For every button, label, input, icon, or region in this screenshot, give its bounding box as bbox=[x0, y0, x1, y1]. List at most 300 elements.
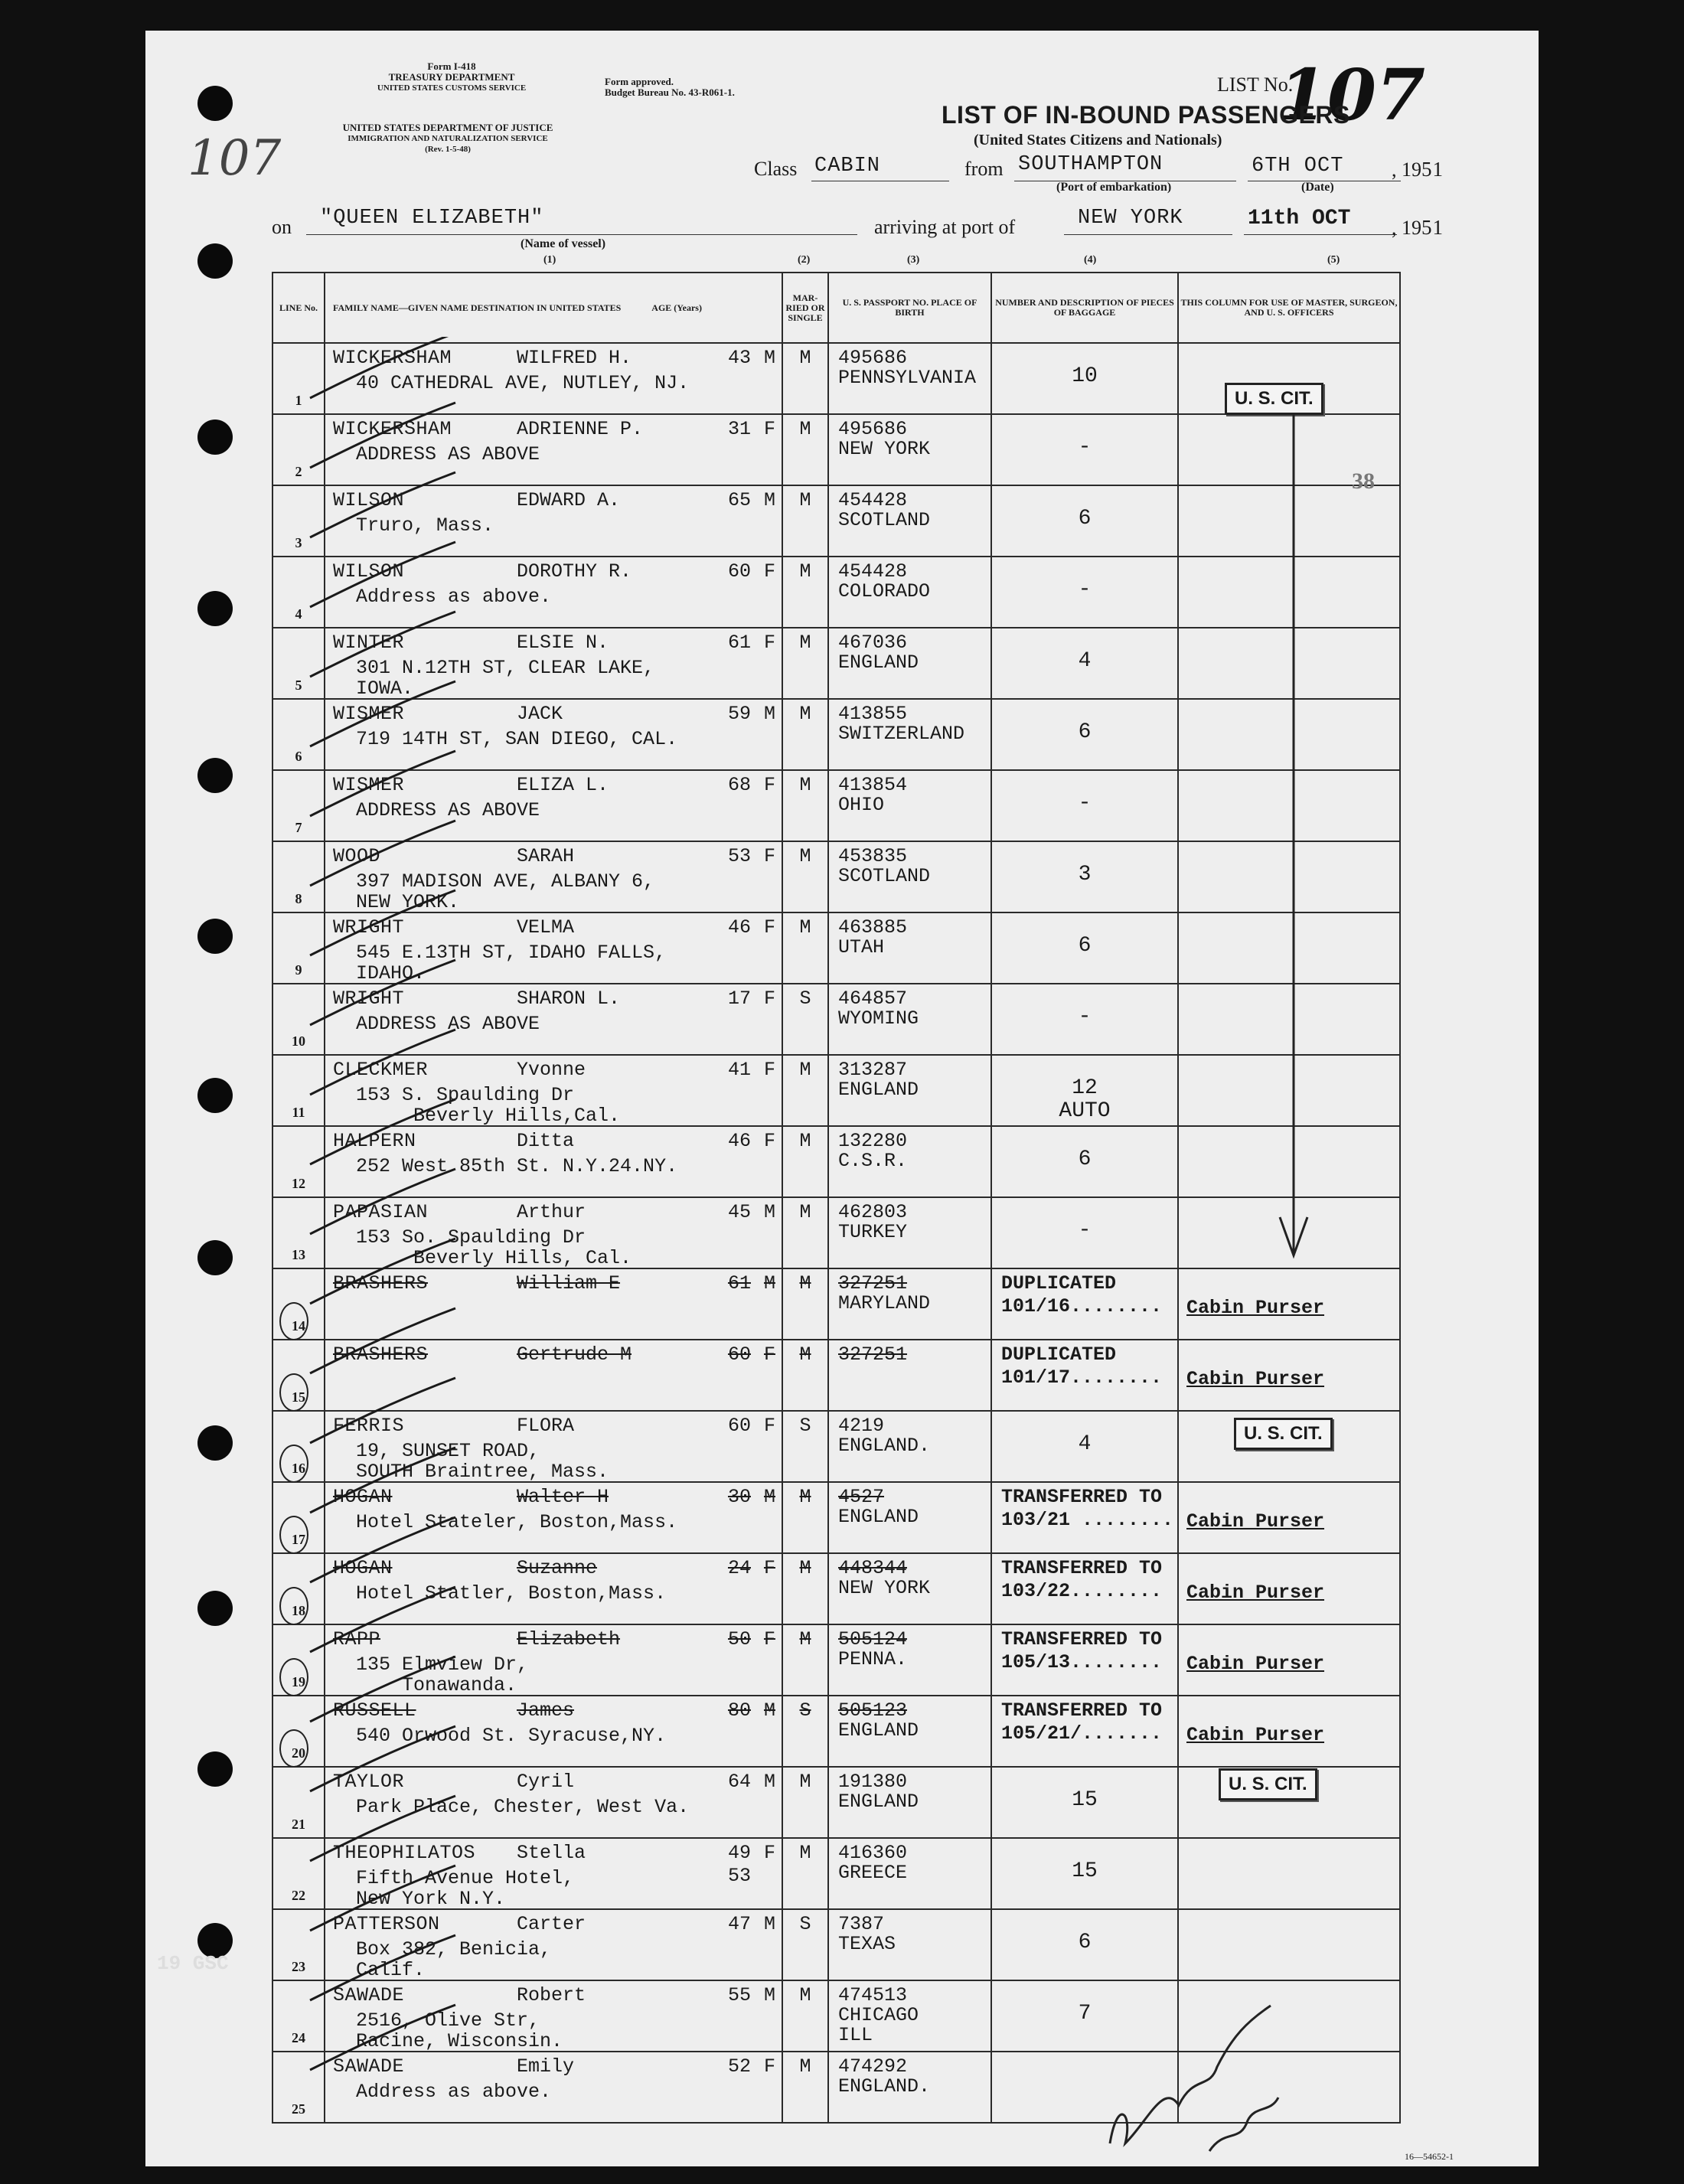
sex: F bbox=[763, 632, 775, 654]
family-name: RAPP bbox=[333, 1628, 381, 1650]
married-cell bbox=[782, 1553, 828, 1624]
destination-address: 397 MADISON AVE, ALBANY 6, NEW YORK. bbox=[356, 870, 655, 913]
passport-number: 327251 bbox=[838, 1343, 908, 1366]
passport-number: 463885 bbox=[838, 916, 908, 939]
age: 80 bbox=[727, 1699, 751, 1722]
punch-hole bbox=[197, 758, 233, 793]
given-name: Cyril bbox=[517, 1771, 575, 1793]
place-of-birth: PENNSYLVANIA bbox=[838, 367, 977, 389]
family-name: BRASHERS bbox=[333, 1343, 429, 1366]
place-of-birth: C.S.R. bbox=[838, 1150, 908, 1172]
baggage-cell bbox=[991, 1838, 1178, 1909]
family-name: HALPERN bbox=[333, 1130, 416, 1152]
age: 45 bbox=[727, 1201, 751, 1223]
form-approved-block bbox=[605, 77, 819, 98]
baggage-count: 4 bbox=[1078, 1432, 1092, 1456]
married-cell bbox=[782, 984, 828, 1055]
passport-cell bbox=[828, 1340, 991, 1411]
age: 49 53 bbox=[727, 1842, 751, 1887]
embark-date: 6TH OCT bbox=[1252, 155, 1344, 178]
passport-cell bbox=[828, 1838, 991, 1909]
family-name: WINTER bbox=[333, 632, 405, 654]
dept-justice: UNITED STATES DEPARTMENT OF JUSTICE bbox=[342, 122, 553, 133]
baggage-cell bbox=[991, 1411, 1178, 1482]
arrival-port: NEW YORK bbox=[1078, 207, 1183, 230]
place-of-birth: SWITZERLAND bbox=[838, 723, 965, 745]
marital-status: M bbox=[799, 1984, 811, 2006]
transfer-note: TRANSFERRED TO 103/22........ bbox=[1001, 1557, 1163, 1602]
form-number: Form I-418 bbox=[427, 60, 476, 72]
age: 47 bbox=[727, 1913, 751, 1935]
th-officers: THIS COLUMN FOR USE OF MASTER, SURGEON, AND U. S. OFFICERS bbox=[1178, 273, 1400, 343]
baggage-cell bbox=[991, 485, 1178, 557]
family-name: HOGAN bbox=[333, 1557, 393, 1579]
baggage-cell bbox=[991, 912, 1178, 984]
check-mark bbox=[310, 542, 455, 607]
baggage-cell bbox=[991, 1696, 1178, 1767]
check-mark bbox=[310, 1030, 455, 1095]
passport-cell bbox=[828, 414, 991, 485]
sex: F bbox=[763, 1842, 775, 1864]
sex: M bbox=[763, 347, 775, 369]
marital-status: M bbox=[799, 2055, 811, 2078]
purser-signature: Cabin Purser bbox=[1186, 1724, 1325, 1746]
given-name: SHARON L. bbox=[517, 988, 621, 1010]
passport-cell bbox=[828, 1553, 991, 1624]
footer-code: 16—54652-1 bbox=[1405, 2151, 1454, 2162]
th-passport: U. S. PASSPORT NO. PLACE OF BIRTH bbox=[828, 273, 991, 343]
mark-38: 38 bbox=[1352, 468, 1375, 494]
married-cell bbox=[782, 343, 828, 414]
sex: F bbox=[763, 988, 775, 1010]
line-number: 2 bbox=[295, 464, 302, 479]
from-label: from bbox=[964, 158, 1004, 180]
family-name: PATTERSON bbox=[333, 1913, 440, 1935]
marital-status: M bbox=[799, 1557, 811, 1579]
age: 43 bbox=[727, 347, 751, 369]
list-no-label: LIST No. bbox=[1217, 73, 1294, 96]
baggage-cell bbox=[991, 770, 1178, 841]
family-name: WILSON bbox=[333, 489, 405, 511]
passport-cell bbox=[828, 1624, 991, 1696]
age: 55 bbox=[727, 1984, 751, 2006]
passport-number: 505124 bbox=[838, 1628, 908, 1650]
passport-number: 454428 bbox=[838, 489, 908, 511]
check-mark bbox=[310, 337, 455, 398]
passport-cell bbox=[828, 485, 991, 557]
age: 24 bbox=[727, 1557, 751, 1579]
passport-number: 474513 bbox=[838, 1984, 908, 2006]
officers-cell bbox=[1178, 1553, 1400, 1624]
us-cit-stamp: U. S. CIT. bbox=[1225, 383, 1323, 415]
check-mark bbox=[310, 1935, 455, 2000]
destination-address: 540 Orwood St. Syracuse,NY. bbox=[356, 1725, 667, 1747]
baggage-cell bbox=[991, 1482, 1178, 1553]
place-of-birth: UTAH bbox=[838, 936, 885, 958]
passport-cell bbox=[828, 1055, 991, 1126]
line-number: 4 bbox=[295, 606, 302, 622]
married-cell bbox=[782, 1055, 828, 1126]
baggage-cell bbox=[991, 628, 1178, 699]
married-cell bbox=[782, 1268, 828, 1340]
passport-number: 413854 bbox=[838, 774, 908, 796]
destination-address: 19, SUNSET ROAD, SOUTH Braintree, Mass. bbox=[356, 1440, 609, 1483]
destination-address: 153 So. Spaulding Dr Beverly Hills, Cal. bbox=[356, 1226, 632, 1269]
age: 61 bbox=[727, 1272, 751, 1294]
purser-signature: Cabin Purser bbox=[1186, 1368, 1325, 1390]
check-mark bbox=[310, 1099, 455, 1164]
passport-cell bbox=[828, 557, 991, 628]
destination-address: ADDRESS AS ABOVE bbox=[356, 443, 540, 465]
place-of-birth: MARYLAND bbox=[838, 1292, 931, 1314]
age: 61 bbox=[727, 632, 751, 654]
form-header-left bbox=[337, 61, 566, 93]
baggage-cell bbox=[991, 1553, 1178, 1624]
punch-hole bbox=[197, 1591, 233, 1626]
check-mark bbox=[310, 1726, 455, 1791]
destination-address: 40 CATHEDRAL AVE, NUTLEY, NJ. bbox=[356, 372, 690, 394]
transfer-note: TRANSFERRED TO 103/21 ........ bbox=[1001, 1486, 1174, 1531]
date-caption: (Date) bbox=[1301, 181, 1334, 194]
married-cell bbox=[782, 1482, 828, 1553]
col-num-5: (5) bbox=[1327, 254, 1340, 266]
check-mark bbox=[310, 1587, 455, 1652]
passport-number: 495686 bbox=[838, 347, 908, 369]
baggage-count: 6 bbox=[1078, 934, 1092, 958]
place-of-birth: TEXAS bbox=[838, 1933, 896, 1955]
age: 52 bbox=[727, 2055, 751, 2078]
destination-address: 545 E.13TH ST, IDAHO FALLS, IDAHO. bbox=[356, 942, 667, 984]
married-cell bbox=[782, 912, 828, 984]
given-name: FLORA bbox=[517, 1415, 575, 1437]
married-cell bbox=[782, 1980, 828, 2052]
passport-cell bbox=[828, 1909, 991, 1980]
passport-cell bbox=[828, 2052, 991, 2123]
line-number: 25 bbox=[292, 2101, 305, 2117]
destination-address: Fifth Avenue Hotel, New York N.Y. bbox=[356, 1867, 575, 1910]
line-number: 11 bbox=[292, 1105, 305, 1120]
marital-status: M bbox=[799, 347, 811, 369]
family-name: WICKERSHAM bbox=[333, 418, 452, 440]
line-number: 8 bbox=[295, 891, 302, 906]
given-name: DOROTHY R. bbox=[517, 560, 632, 583]
married-cell bbox=[782, 1340, 828, 1411]
family-name: THEOPHILATOS bbox=[333, 1842, 476, 1864]
check-mark bbox=[310, 1448, 455, 1513]
given-name: Elizabeth bbox=[517, 1628, 621, 1650]
budget-bureau: Budget Bureau No. 43-R061-1. bbox=[605, 87, 735, 98]
place-of-birth: ENGLAND bbox=[838, 1791, 919, 1813]
dept-justice-sub: IMMIGRATION AND NATURALIZATION SERVICE bbox=[348, 134, 548, 143]
transfer-note: TRANSFERRED TO 105/13........ bbox=[1001, 1628, 1163, 1673]
destination-address: Address as above. bbox=[356, 586, 552, 608]
married-cell bbox=[782, 628, 828, 699]
passport-number: 413855 bbox=[838, 703, 908, 725]
passport-number: 467036 bbox=[838, 632, 908, 654]
marital-status: M bbox=[799, 1059, 811, 1081]
sex: M bbox=[763, 1699, 775, 1722]
place-of-birth: TURKEY bbox=[838, 1221, 908, 1243]
place-of-birth: OHIO bbox=[838, 794, 885, 816]
baggage-count: 7 bbox=[1078, 2002, 1092, 2026]
married-cell bbox=[782, 1411, 828, 1482]
punch-hole bbox=[197, 86, 233, 121]
passport-number: 448344 bbox=[838, 1557, 908, 1579]
on-label: on bbox=[272, 216, 292, 238]
married-cell bbox=[782, 1197, 828, 1268]
sex: M bbox=[763, 703, 775, 725]
checkoff-arrow bbox=[1271, 413, 1317, 1263]
family-name: TAYLOR bbox=[333, 1771, 405, 1793]
sex: M bbox=[763, 489, 775, 511]
marital-status: M bbox=[799, 703, 811, 725]
passport-cell bbox=[828, 1411, 991, 1482]
destination-address: Hotel Stateler, Boston,Mass. bbox=[356, 1511, 678, 1533]
destination-address: 252 West 85th St. N.Y.24.NY. bbox=[356, 1155, 678, 1177]
check-mark bbox=[310, 2005, 455, 2070]
sex: F bbox=[763, 916, 775, 939]
baggage-cell bbox=[991, 1624, 1178, 1696]
col-num-3: (3) bbox=[907, 254, 920, 266]
married-cell bbox=[782, 1909, 828, 1980]
family-name: WICKERSHAM bbox=[333, 347, 452, 369]
dept-treasury-sub: UNITED STATES CUSTOMS SERVICE bbox=[377, 83, 527, 93]
baggage-count: 12 AUTO bbox=[1059, 1076, 1111, 1123]
line-number: 20 bbox=[292, 1745, 305, 1761]
class-label: Class bbox=[754, 158, 798, 180]
family-name: WISMER bbox=[333, 703, 405, 725]
given-name: Stella bbox=[517, 1842, 586, 1864]
passport-number: 454428 bbox=[838, 560, 908, 583]
embark-year: , 1951 bbox=[1392, 158, 1444, 181]
destination-address: Hotel Statler, Boston,Mass. bbox=[356, 1582, 667, 1605]
check-mark bbox=[310, 1308, 455, 1373]
sex: F bbox=[763, 560, 775, 583]
passport-number: 191380 bbox=[838, 1771, 908, 1793]
punch-hole bbox=[197, 419, 233, 455]
passport-number: 327251 bbox=[838, 1272, 908, 1294]
marital-status: M bbox=[799, 845, 811, 867]
given-name: SARAH bbox=[517, 845, 575, 867]
check-mark bbox=[310, 612, 455, 677]
checkmark-overlay bbox=[302, 337, 700, 2082]
punch-hole bbox=[197, 1240, 233, 1275]
place-of-birth: NEW YORK bbox=[838, 1577, 931, 1599]
sex: M bbox=[763, 1201, 775, 1223]
arrival-year: , 1951 bbox=[1392, 216, 1444, 239]
passport-cell bbox=[828, 984, 991, 1055]
place-of-birth: ENGLAND bbox=[838, 1719, 919, 1742]
place-of-birth: COLORADO bbox=[838, 580, 931, 602]
sex: F bbox=[763, 774, 775, 796]
sex: F bbox=[763, 1343, 775, 1366]
officers-cell bbox=[1178, 1909, 1400, 1980]
check-mark bbox=[310, 1866, 455, 1931]
married-cell bbox=[782, 2052, 828, 2123]
passport-cell bbox=[828, 1126, 991, 1197]
vessel-name: "QUEEN ELIZABETH" bbox=[320, 207, 544, 230]
passport-number: 462803 bbox=[838, 1201, 908, 1223]
family-name: SAWADE bbox=[333, 2055, 405, 2078]
check-mark bbox=[310, 751, 455, 816]
passport-cell bbox=[828, 1980, 991, 2052]
sex: F bbox=[763, 1557, 775, 1579]
given-name: ELIZA L. bbox=[517, 774, 609, 796]
col-num-1: (1) bbox=[543, 254, 556, 266]
destination-address: 719 14TH ST, SAN DIEGO, CAL. bbox=[356, 728, 678, 750]
destination-address: ADDRESS AS ABOVE bbox=[356, 1013, 540, 1035]
place-of-birth: ENGLAND bbox=[838, 1506, 919, 1528]
inspector-signature bbox=[1095, 1990, 1324, 2166]
baggage-cell bbox=[991, 1055, 1178, 1126]
family-name: WRIGHT bbox=[333, 988, 405, 1010]
given-name: James bbox=[517, 1699, 575, 1722]
passport-number: 453835 bbox=[838, 845, 908, 867]
passport-number: 4527 bbox=[838, 1486, 885, 1508]
punch-hole bbox=[197, 1078, 233, 1113]
destination-address: Park Place, Chester, West Va. bbox=[356, 1796, 690, 1818]
baggage-count: - bbox=[1078, 436, 1092, 459]
married-cell bbox=[782, 485, 828, 557]
marital-status: S bbox=[799, 1699, 811, 1722]
married-cell bbox=[782, 770, 828, 841]
list-no-value: 107 bbox=[1278, 54, 1426, 136]
marital-status: M bbox=[799, 1771, 811, 1793]
line-number: 21 bbox=[292, 1817, 305, 1832]
sex: F bbox=[763, 2055, 775, 2078]
passport-number: 416360 bbox=[838, 1842, 908, 1864]
given-name: JACK bbox=[517, 703, 563, 725]
married-cell bbox=[782, 414, 828, 485]
line-number: 18 bbox=[292, 1603, 305, 1618]
baggage-cell bbox=[991, 699, 1178, 770]
given-name: Yvonne bbox=[517, 1059, 586, 1081]
baggage-count: 10 bbox=[1072, 364, 1098, 388]
family-name: RUSSELL bbox=[333, 1699, 416, 1722]
th-baggage: NUMBER AND DESCRIPTION OF PIECES OF BAGGAGE bbox=[991, 273, 1178, 343]
passport-cell bbox=[828, 628, 991, 699]
given-name: VELMA bbox=[517, 916, 575, 939]
check-mark bbox=[310, 1169, 455, 1234]
family-name: WOOD bbox=[333, 845, 381, 867]
destination-address: 2516, Olive Str, Racine, Wisconsin. bbox=[356, 2009, 563, 2052]
punch-hole bbox=[197, 1751, 233, 1787]
sex: F bbox=[763, 845, 775, 867]
line-number: 22 bbox=[292, 1888, 305, 1903]
baggage-cell bbox=[991, 414, 1178, 485]
age: 53 bbox=[727, 845, 751, 867]
family-name: WISMER bbox=[333, 774, 405, 796]
line-number: 19 bbox=[292, 1674, 305, 1689]
married-cell bbox=[782, 1767, 828, 1838]
punch-hole bbox=[197, 243, 233, 279]
sex: F bbox=[763, 1628, 775, 1650]
check-mark bbox=[310, 681, 455, 746]
passport-number: 7387 bbox=[838, 1913, 885, 1935]
sex: M bbox=[763, 1771, 775, 1793]
baggage-cell bbox=[991, 1767, 1178, 1838]
passport-number: 474292 bbox=[838, 2055, 908, 2078]
place-of-birth: ENGLAND bbox=[838, 651, 919, 674]
given-name: Walter H bbox=[517, 1486, 609, 1508]
sex: M bbox=[763, 1913, 775, 1935]
marital-status: M bbox=[799, 1842, 811, 1864]
check-mark bbox=[310, 472, 455, 537]
th-name: FAMILY NAME—GIVEN NAME DESTINATION IN UNITED STATES AGE (Years) bbox=[325, 273, 782, 343]
line-number: 14 bbox=[292, 1318, 305, 1334]
given-name: ELSIE N. bbox=[517, 632, 609, 654]
family-name: WRIGHT bbox=[333, 916, 405, 939]
marital-status: M bbox=[799, 1130, 811, 1152]
revision: (Rev. 1-5-48) bbox=[425, 145, 471, 154]
passport-cell bbox=[828, 912, 991, 984]
age: 46 bbox=[727, 916, 751, 939]
married-cell bbox=[782, 841, 828, 912]
line-number: 24 bbox=[292, 2030, 305, 2045]
age: 46 bbox=[727, 1130, 751, 1152]
place-of-birth: PENNA. bbox=[838, 1648, 908, 1670]
family-name: FERRIS bbox=[333, 1415, 405, 1437]
check-mark bbox=[310, 1378, 455, 1443]
check-mark bbox=[310, 1239, 455, 1304]
baggage-cell bbox=[991, 1909, 1178, 1980]
officers-cell bbox=[1178, 1482, 1400, 1553]
check-mark bbox=[310, 1517, 455, 1582]
baggage-cell bbox=[991, 1197, 1178, 1268]
passport-number: 495686 bbox=[838, 418, 908, 440]
marital-status: M bbox=[799, 1343, 811, 1366]
passport-cell bbox=[828, 343, 991, 414]
embark-port: SOUTHAMPTON bbox=[1018, 153, 1163, 176]
col-num-2: (2) bbox=[798, 254, 811, 266]
line-number: 6 bbox=[295, 749, 302, 764]
check-mark bbox=[310, 1657, 455, 1722]
baggage-cell bbox=[991, 557, 1178, 628]
destination-address: 153 S. Spaulding Dr Beverly Hills,Cal. bbox=[356, 1084, 621, 1127]
married-cell bbox=[782, 1624, 828, 1696]
sex: F bbox=[763, 418, 775, 440]
age: 59 bbox=[727, 703, 751, 725]
family-name: HOGAN bbox=[333, 1486, 393, 1508]
vessel-caption: (Name of vessel) bbox=[521, 237, 606, 250]
baggage-count: 6 bbox=[1078, 1147, 1092, 1171]
sex: F bbox=[763, 1130, 775, 1152]
marital-status: M bbox=[799, 916, 811, 939]
baggage-cell bbox=[991, 984, 1178, 1055]
baggage-count: 15 bbox=[1072, 1859, 1098, 1883]
port-caption: (Port of embarkation) bbox=[1056, 181, 1172, 194]
baggage-cell bbox=[991, 841, 1178, 912]
marital-status: M bbox=[799, 489, 811, 511]
marital-status: M bbox=[799, 1628, 811, 1650]
given-name: EDWARD A. bbox=[517, 489, 621, 511]
marital-status: M bbox=[799, 632, 811, 654]
baggage-count: 6 bbox=[1078, 1931, 1092, 1954]
officers-cell bbox=[1178, 1696, 1400, 1767]
given-name: William E bbox=[517, 1272, 621, 1294]
age: 50 bbox=[727, 1628, 751, 1650]
margin-note: 107 bbox=[188, 130, 282, 187]
destination-address: 135 Elmview Dr, Tonawanda. bbox=[356, 1654, 529, 1696]
place-of-birth: WYOMING bbox=[838, 1007, 919, 1030]
sex: M bbox=[763, 1984, 775, 2006]
marital-status: M bbox=[799, 560, 811, 583]
transfer-note: DUPLICATED 101/17........ bbox=[1001, 1343, 1163, 1389]
passport-number: 132280 bbox=[838, 1130, 908, 1152]
passport-cell bbox=[828, 699, 991, 770]
page-subtitle: (United States Citizens and Nationals) bbox=[974, 132, 1222, 149]
passport-cell bbox=[828, 1696, 991, 1767]
